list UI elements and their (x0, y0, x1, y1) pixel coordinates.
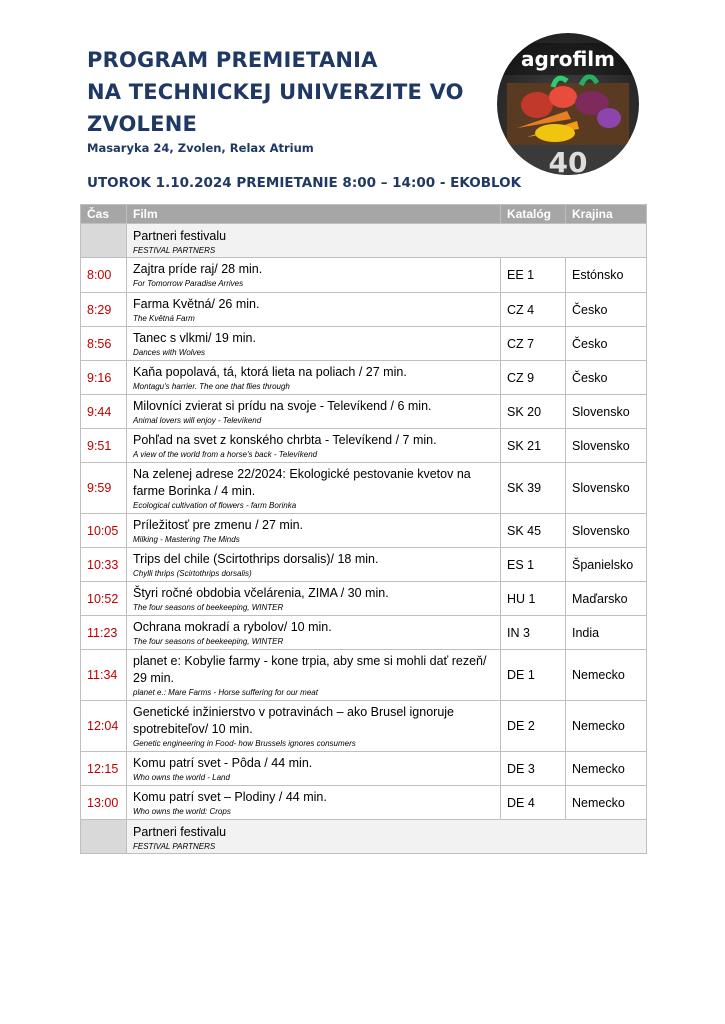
table-row (81, 361, 647, 395)
catalog-cell: ES 1 (501, 548, 566, 582)
partner-row-top (81, 224, 647, 258)
catalog-cell: EE 1 (501, 258, 566, 293)
partner-film-cell (127, 224, 647, 258)
film-subtitle: The Květná Farm (133, 313, 195, 323)
table-row (81, 786, 647, 820)
film-title: Komu patrí svet - Pôda / 44 min. (133, 755, 313, 770)
catalog-cell: CZ 4 (501, 293, 566, 327)
film-subtitle: The four seasons of beekeeping, WINTER (133, 602, 284, 612)
film-subtitle: planet e.: Mare Farms - Horse suffering for our meat (133, 687, 318, 697)
logo-number: 40 (548, 146, 588, 175)
film-title: Príležitosť pre zmenu / 27 min. (133, 517, 304, 532)
partner-subtitle: FESTIVAL PARTNERS (133, 842, 216, 851)
film-cell (127, 786, 501, 820)
logo-brand: agrofilm (521, 47, 615, 71)
film-cell (127, 293, 501, 327)
partner-title: Partneri festivalu (133, 825, 227, 839)
time-cell: 9:51 (81, 429, 127, 463)
film-title: Tanec s vlkmi/ 19 min. (133, 330, 256, 345)
time-cell: 9:59 (81, 463, 127, 514)
column-header-catalog: Katalóg (501, 205, 566, 224)
film-title: Zajtra príde raj/ 28 min. (133, 262, 263, 276)
film-cell (127, 429, 501, 463)
country-cell: Česko (566, 327, 647, 361)
table-row (81, 582, 647, 616)
country-cell: Maďarsko (566, 582, 647, 616)
table-row (81, 701, 647, 752)
country-cell: Česko (566, 293, 647, 327)
country-cell: Estónsko (566, 258, 647, 293)
time-cell: 10:05 (81, 514, 127, 548)
film-subtitle: Animal lovers will enjoy - Televíkend (133, 415, 262, 425)
film-subtitle: Who owns the world: Crops (133, 806, 231, 816)
film-title: Pohľad na svet z konského chrbta - Televíkend / 7 min. (133, 432, 437, 447)
partner-title: Partneri festivalu (133, 229, 227, 243)
film-title: Farma Květná/ 26 min. (133, 296, 260, 311)
time-cell: 8:00 (81, 258, 127, 293)
film-cell (127, 752, 501, 786)
film-cell (127, 582, 501, 616)
film-subtitle: A view of the world from a horse's back - Televíkend (133, 449, 318, 459)
country-cell: Španielsko (566, 548, 647, 582)
catalog-cell: CZ 7 (501, 327, 566, 361)
partner-row-bottom (81, 820, 647, 854)
film-cell (127, 361, 501, 395)
time-cell: 12:15 (81, 752, 127, 786)
film-title: Kaňa popolavá, tá, ktorá lieta na poliach / 27 min. (133, 364, 407, 379)
film-cell (127, 548, 501, 582)
film-title: Milovníci zvierat si prídu na svoje - Televíkend / 6 min. (133, 398, 432, 413)
catalog-cell: DE 3 (501, 752, 566, 786)
country-cell: Slovensko (566, 463, 647, 514)
table-row (81, 293, 647, 327)
time-cell: 8:56 (81, 327, 127, 361)
film-title: Na zelenej adrese 22/2024: Ekologické pestovanie kvetov na farme Borinka / 4 min. (133, 466, 471, 498)
catalog-cell: CZ 9 (501, 361, 566, 395)
time-cell: 9:16 (81, 361, 127, 395)
catalog-cell: SK 39 (501, 463, 566, 514)
film-cell (127, 701, 501, 752)
agrofilm-logo-graphic (497, 33, 639, 175)
country-cell: Slovensko (566, 395, 647, 429)
column-header-time: Čas (81, 205, 127, 224)
catalog-cell: DE 2 (501, 701, 566, 752)
venue-address: Masaryka 24, Zvolen, Relax Atrium (87, 141, 314, 155)
title-line-3: ZVOLENE (87, 112, 198, 136)
partner-film-cell (127, 820, 647, 854)
film-subtitle: Who owns the world - Land (133, 772, 230, 782)
agrofilm-logo (497, 33, 639, 175)
time-cell: 12:04 (81, 701, 127, 752)
table-row (81, 752, 647, 786)
catalog-cell: IN 3 (501, 616, 566, 650)
film-title: Ochrana mokradí a rybolov/ 10 min. (133, 619, 332, 634)
film-title: Komu patrí svet – Plodiny / 44 min. (133, 789, 327, 804)
table-row (81, 514, 647, 548)
time-cell: 8:29 (81, 293, 127, 327)
catalog-cell: HU 1 (501, 582, 566, 616)
catalog-cell: SK 21 (501, 429, 566, 463)
table-row (81, 395, 647, 429)
country-cell: Nemecko (566, 752, 647, 786)
film-subtitle: Dances with Wolves (133, 347, 206, 357)
film-title: Trips del chile (Scirtothrips dorsalis)/ 18 min. (133, 551, 379, 566)
partner-subtitle: FESTIVAL PARTNERS (133, 246, 216, 255)
country-cell: Slovensko (566, 429, 647, 463)
schedule-table (80, 204, 647, 854)
table-header-row (81, 205, 647, 224)
catalog-cell: DE 1 (501, 650, 566, 701)
table-row (81, 650, 647, 701)
country-cell: India (566, 616, 647, 650)
day-heading: UTOROK 1.10.2024 PREMIETANIE 8:00 – 14:00 - EKOBLOK (87, 175, 522, 191)
film-subtitle: Ecological cultivation of flowers - farm Borinka (133, 500, 297, 510)
country-cell: Nemecko (566, 701, 647, 752)
column-header-country: Krajina (566, 205, 647, 224)
time-cell: 10:52 (81, 582, 127, 616)
film-cell (127, 258, 501, 293)
partner-time-cell (81, 820, 127, 854)
time-cell: 13:00 (81, 786, 127, 820)
table-row (81, 548, 647, 582)
film-subtitle: Milking - Mastering The Minds (133, 534, 240, 544)
table-row (81, 429, 647, 463)
film-cell (127, 650, 501, 701)
time-cell: 11:34 (81, 650, 127, 701)
table-row (81, 616, 647, 650)
table-row (81, 327, 647, 361)
time-cell: 11:23 (81, 616, 127, 650)
film-subtitle: For Tomorrow Paradise Arrives (133, 279, 244, 288)
catalog-cell: DE 4 (501, 786, 566, 820)
film-title: Štyri ročné obdobia včelárenia, ZIMA / 30 min. (133, 585, 389, 600)
film-subtitle: Chylli thrips (Scirtothrips dorsalis) (133, 568, 252, 578)
film-title: planet e: Kobylie farmy - kone trpia, aby sme si mohli dať rezeň/ 29 min. (133, 653, 487, 685)
film-cell (127, 514, 501, 548)
time-cell: 9:44 (81, 395, 127, 429)
table-row (81, 463, 647, 514)
film-title: Genetické inžinierstvo v potravinách – ako Brusel ignoruje spotrebiteľov/ 10 min. (133, 704, 455, 736)
title-line-1: PROGRAM PREMIETANIA (87, 48, 378, 72)
country-cell: Nemecko (566, 786, 647, 820)
film-subtitle: The four seasons of beekeeping, WINTER (133, 636, 284, 646)
film-subtitle: Montagu's harrier. The one that flies through (133, 381, 290, 391)
film-cell (127, 327, 501, 361)
catalog-cell: SK 45 (501, 514, 566, 548)
film-cell (127, 616, 501, 650)
table-row (81, 258, 647, 293)
country-cell: Nemecko (566, 650, 647, 701)
time-cell: 10:33 (81, 548, 127, 582)
film-cell (127, 463, 501, 514)
film-subtitle: Genetic engineering in Food- how Brussels ignores consumers (133, 738, 356, 748)
film-cell (127, 395, 501, 429)
country-cell: Slovensko (566, 514, 647, 548)
column-header-film: Film (127, 205, 501, 224)
page-title (87, 44, 487, 140)
country-cell: Česko (566, 361, 647, 395)
partner-time-cell (81, 224, 127, 258)
title-line-2: NA TECHNICKEJ UNIVERZITE VO (87, 80, 464, 104)
catalog-cell: SK 20 (501, 395, 566, 429)
